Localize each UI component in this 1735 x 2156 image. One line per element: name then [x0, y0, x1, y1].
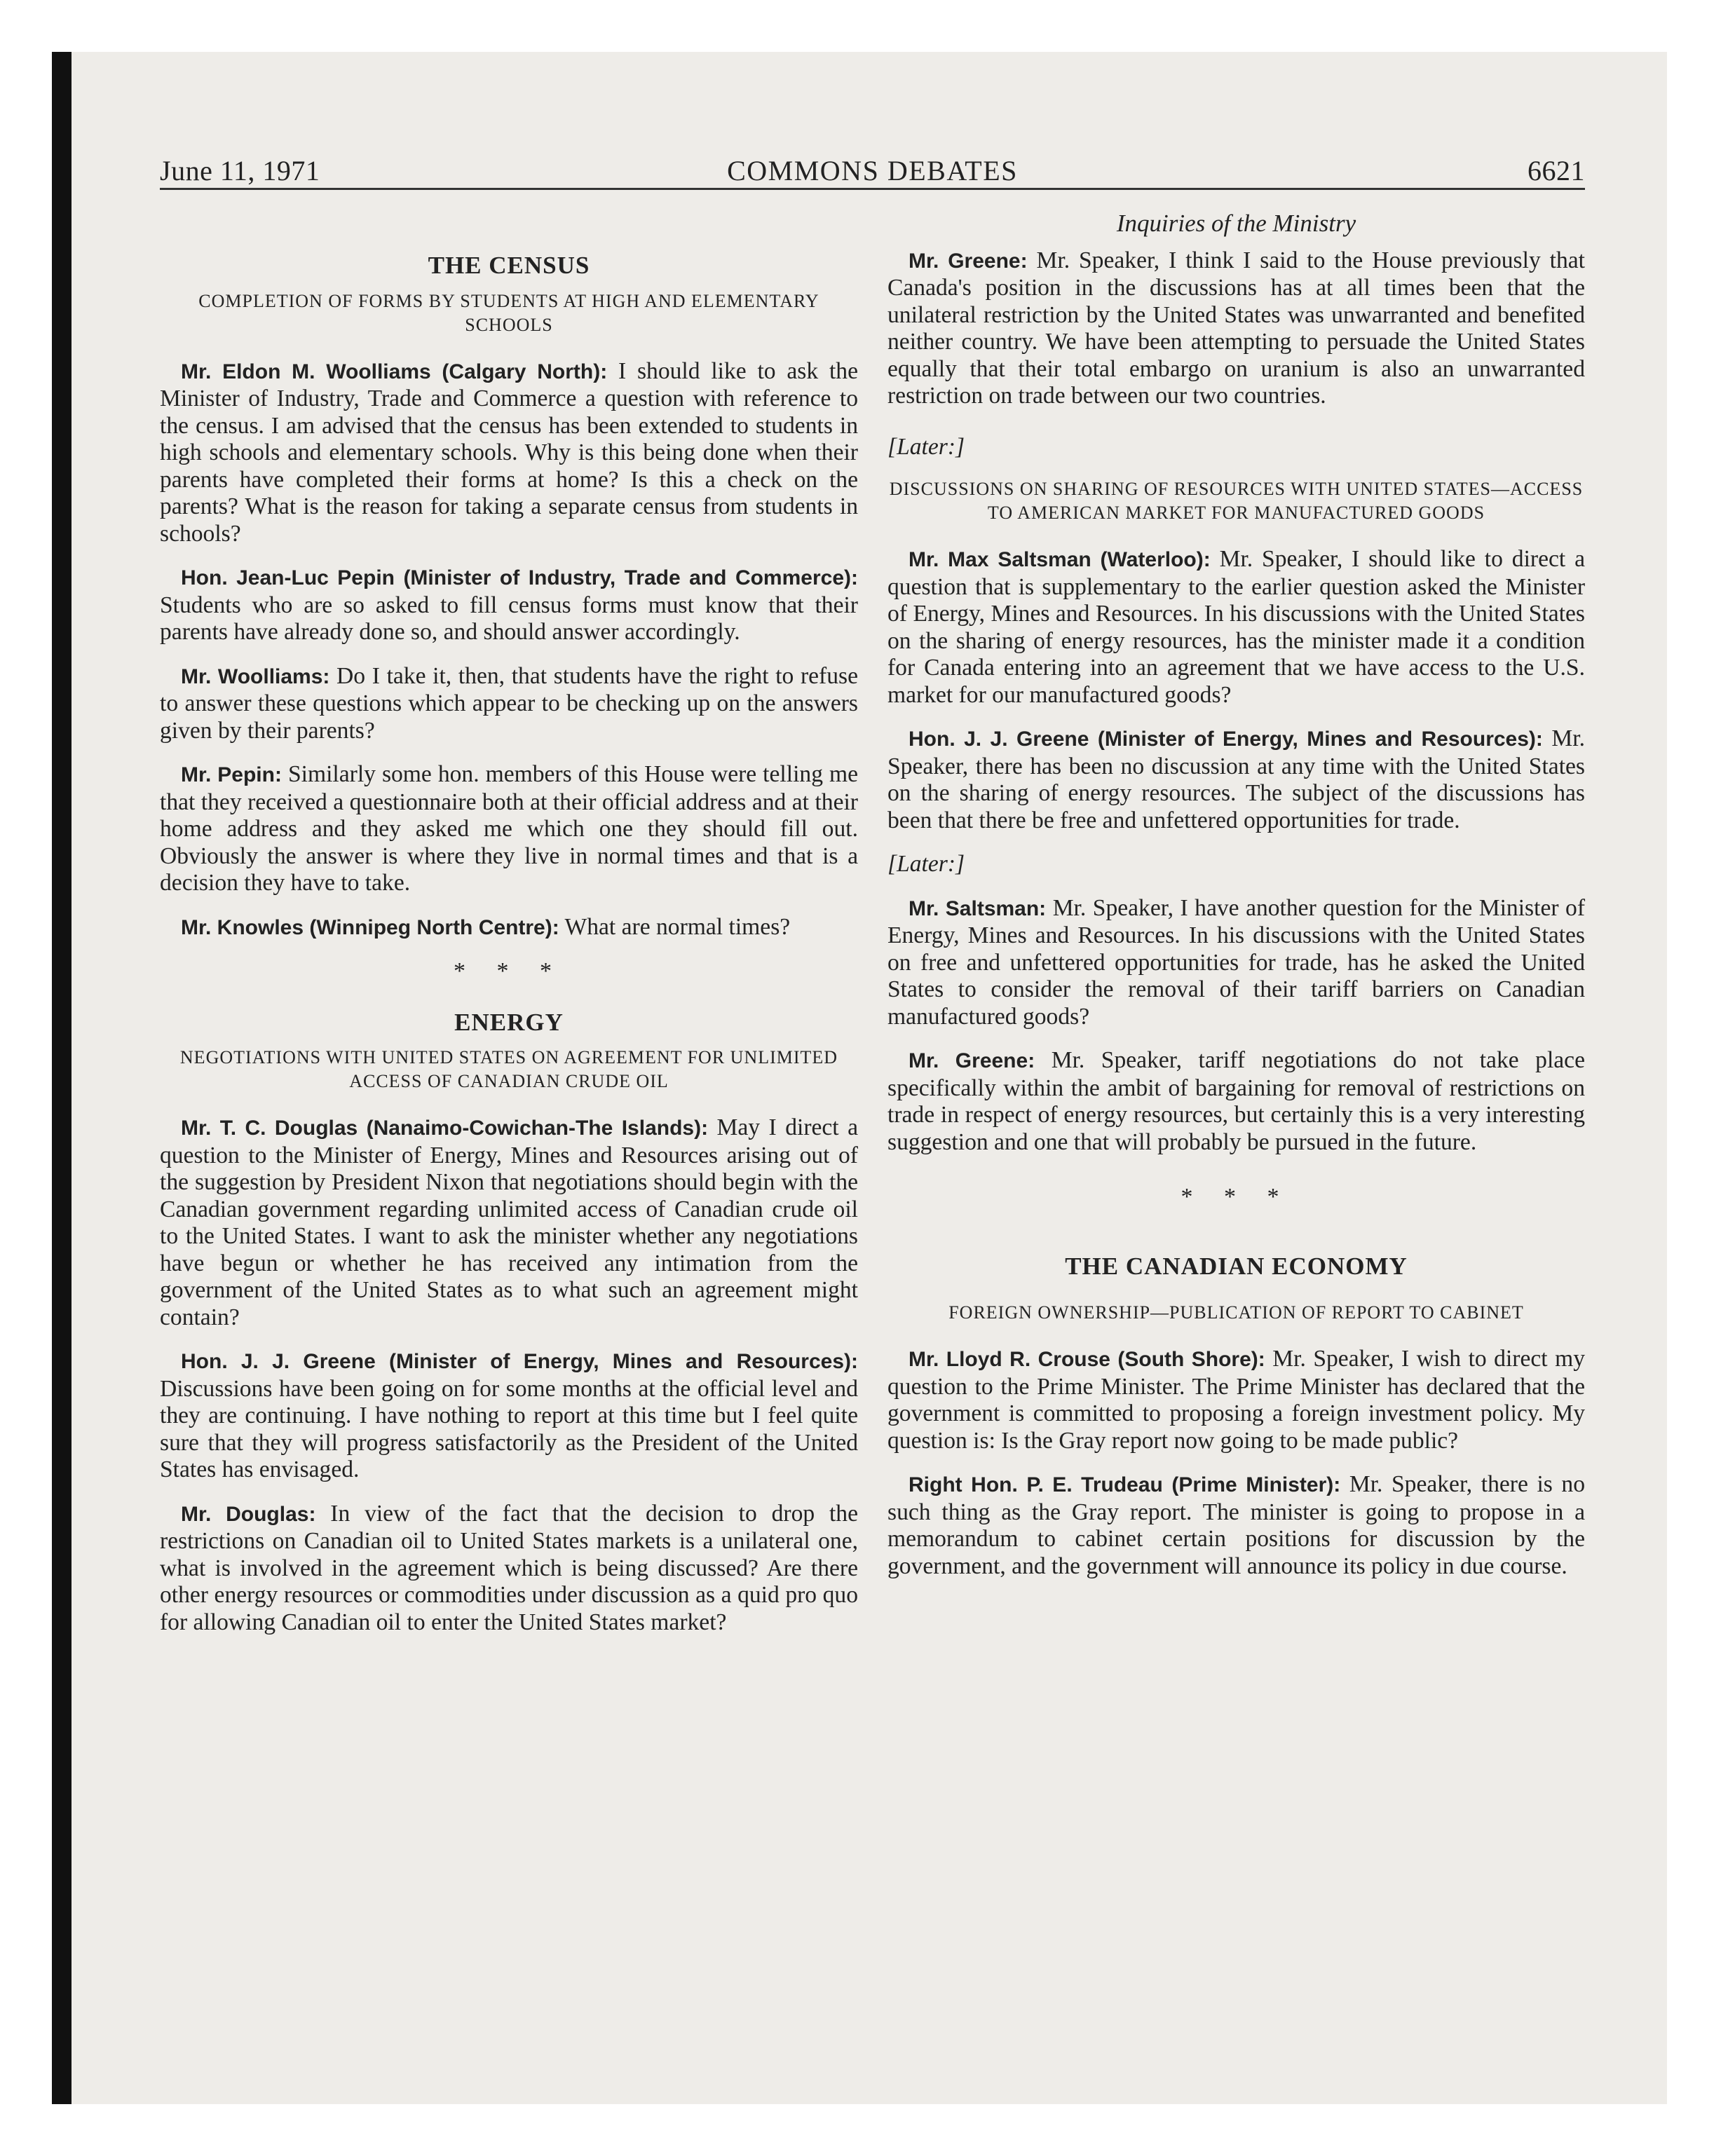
- speech-paragraph: [887, 1471, 1585, 1580]
- speech-paragraph: [887, 247, 1585, 410]
- census-subheading: COMPLETION OF FORMS BY STUDENTS AT HIGH AND ELEMENTARY SCHOOLS: [198, 290, 819, 335]
- later-marker: [Later:]: [887, 433, 965, 460]
- energy-heading: ENERGY: [454, 1008, 564, 1036]
- speech-paragraph: [160, 914, 858, 942]
- speech-paragraph: [887, 1346, 1585, 1454]
- speech-paragraph: [160, 1114, 858, 1331]
- right-column: [887, 210, 1585, 1597]
- speech-text: Mr. Speaker, I think I said to the House previously that Canada's position in the discussions has at all times been that the unilateral restriction by the United States was unwarranted and benefited neither country. We have been attempting to persuade the United States equally that their total embargo on uranium is also an unwarranted restriction on trade between our two countries.: [887, 247, 1586, 409]
- speech-paragraph: [160, 358, 858, 548]
- speaker-name: Hon. J. J. Greene (Minister of Energy, Mines and Resources):: [181, 1350, 858, 1373]
- speaker-name: Mr. Pepin:: [181, 763, 282, 786]
- left-column: [160, 210, 858, 1653]
- speech-text: Mr. Speaker, tariff negotiations do not take place specifically within the ambit of bargaining for removal of restrictions on trade in respect of energy resources, but certainly this is a very interesting suggestion and one that will probably be pursued in the future.: [887, 1047, 1585, 1155]
- header-title: COMMONS DEBATES: [727, 155, 1018, 186]
- speech-paragraph: [887, 1047, 1585, 1156]
- later-marker: [Later:]: [887, 851, 965, 877]
- speaker-name: Mr. Woolliams:: [181, 664, 330, 688]
- speech-paragraph: [887, 546, 1585, 709]
- census-heading: THE CENSUS: [428, 252, 590, 279]
- page-number: 6621: [1528, 155, 1585, 186]
- speaker-name: Mr. Knowles (Winnipeg North Centre):: [181, 915, 559, 939]
- header-date: June 11, 1971: [160, 155, 320, 186]
- economy-subheading: FOREIGN OWNERSHIP—PUBLICATION OF REPORT TO CABINET: [948, 1302, 1524, 1323]
- speech-paragraph: [160, 1501, 858, 1637]
- speaker-name: Mr. Saltsman:: [909, 896, 1047, 920]
- speech-text: Mr. Speaker, I have another question for the Minister of Energy, Mines and Resources. In his discussions with the United States on free and unfettered opportunities for trade, has he asked the United States to consider the removal of their tariff barriers on Canadian manufactured goods?: [887, 894, 1586, 1030]
- speech-paragraph: [160, 663, 858, 745]
- speech-paragraph: [887, 725, 1585, 834]
- speech-text: Mr. Speaker, there has been no discussion at any time with the United States on the sharing of energy resources. The subject of the discussions has been that there be free and unfettered opportunities for trade.: [887, 725, 1585, 833]
- sharing-subheading: DISCUSSIONS ON SHARING OF RESOURCES WITH UNITED STATES—ACCESS TO AMERICAN MARKET FOR MANUFACTURED GOODS: [889, 479, 1584, 523]
- speech-text: Discussions have been going on for some months at the official level and they are continuing. I have nothing to report at this time but I feel quite sure that they will progress satisfactorily as the President of the United States has envisaged.: [160, 1375, 858, 1482]
- speech-text: In view of the fact that the decision to drop the restrictions on Canadian oil to United States markets is a unilateral one, what is involved in the agreement which is being discussed? Are there other energy resources or commodities under discussion as a quid pro quo for allowing Canadian oil to enter the United States market?: [160, 1500, 859, 1635]
- speaker-name: Right Hon. P. E. Trudeau (Prime Minister):: [909, 1473, 1341, 1496]
- speech-text: What are normal times?: [559, 913, 791, 940]
- section-separator: * * *: [454, 958, 564, 984]
- speaker-name: Mr. Greene:: [909, 1049, 1035, 1072]
- speech-paragraph: [160, 761, 858, 897]
- binding-edge: [52, 52, 72, 2104]
- energy-subheading: NEGOTIATIONS WITH UNITED STATES ON AGREEMENT FOR UNLIMITED ACCESS OF CANADIAN CRUDE OIL: [179, 1047, 838, 1091]
- speech-text: Similarly some hon. members of this House were telling me that they received a questionnaire both at their official address and at their home address and they asked me which one they should fill out. Obviously the answer is where they live in normal times and that is a decision they have to take.: [160, 761, 858, 896]
- section-separator: * * *: [1181, 1184, 1292, 1210]
- speech-text: Mr. Speaker, I should like to direct a question that is supplementary to the earlier question asked the Minister of Energy, Mines and Resources. In his discussions with the United States on the sharing of energy resources, has the minister made it a condition for Canada entering into an agreement that we have access to the U.S. market for our manufactured goods?: [887, 546, 1585, 708]
- section-rubric: Inquiries of the Ministry: [1116, 210, 1356, 237]
- speaker-name: Mr. Lloyd R. Crouse (South Shore):: [909, 1348, 1265, 1371]
- speaker-name: Hon. J. J. Greene (Minister of Energy, Mines and Resources):: [909, 728, 1543, 751]
- speech-paragraph: [887, 895, 1585, 1031]
- speech-text: Do I take it, then, that students have the right to refuse to answer these questions which appear to be checking up on the answers given by their parents?: [160, 662, 858, 744]
- speaker-name: Mr. Eldon M. Woolliams (Calgary North):: [181, 360, 608, 383]
- speaker-name: Mr. Douglas:: [181, 1502, 316, 1526]
- economy-heading: THE CANADIAN ECONOMY: [1065, 1252, 1408, 1280]
- speaker-name: Mr. T. C. Douglas (Nanaimo-Cowichan-The Islands):: [181, 1117, 709, 1140]
- speaker-name: Mr. Max Saltsman (Waterloo):: [909, 548, 1211, 571]
- speech-paragraph: [160, 564, 858, 646]
- speaker-name: Mr. Greene:: [909, 249, 1028, 273]
- speech-text: Students who are so asked to fill census forms must know that their parents have already done so, and should answer accordingly.: [160, 592, 858, 645]
- speech-text: I should like to ask the Minister of Industry, Trade and Commerce a question with reference to the census. I am advised that the census has been extended to students in high schools and elementary schools. Why is this being done when their parents have completed their forms at home? Is this a check on the parents? What is the reason for taking a separate census from students in schools?: [160, 357, 858, 547]
- speech-paragraph: [160, 1348, 858, 1484]
- speaker-name: Hon. Jean-Luc Pepin (Minister of Industry, Trade and Commerce):: [181, 566, 858, 589]
- speech-text: Mr. Speaker, there is no such thing as the Gray report. The minister is going to propose in a memorandum to cabinet certain positions for discussion by the government, and the government will announce its policy in due course.: [887, 1471, 1585, 1579]
- page-header: [160, 153, 1585, 190]
- speech-text: Mr. Speaker, I wish to direct my question to the Prime Minister. The Prime Minister has declared that the government is committed to proposing a foreign investment policy. My question is: Is the Gray report now going to be made public?: [887, 1346, 1585, 1454]
- speech-text: May I direct a question to the Minister of Energy, Mines and Resources arising out of the suggestion by President Nixon that negotiations should begin with the Canadian government regarding unlimited access of Canadian crude oil to the United States. I want to ask the minister whether any negotiations have begun or whether he has received any intimation from the government of the United States as to what such an agreement might contain?: [160, 1114, 858, 1330]
